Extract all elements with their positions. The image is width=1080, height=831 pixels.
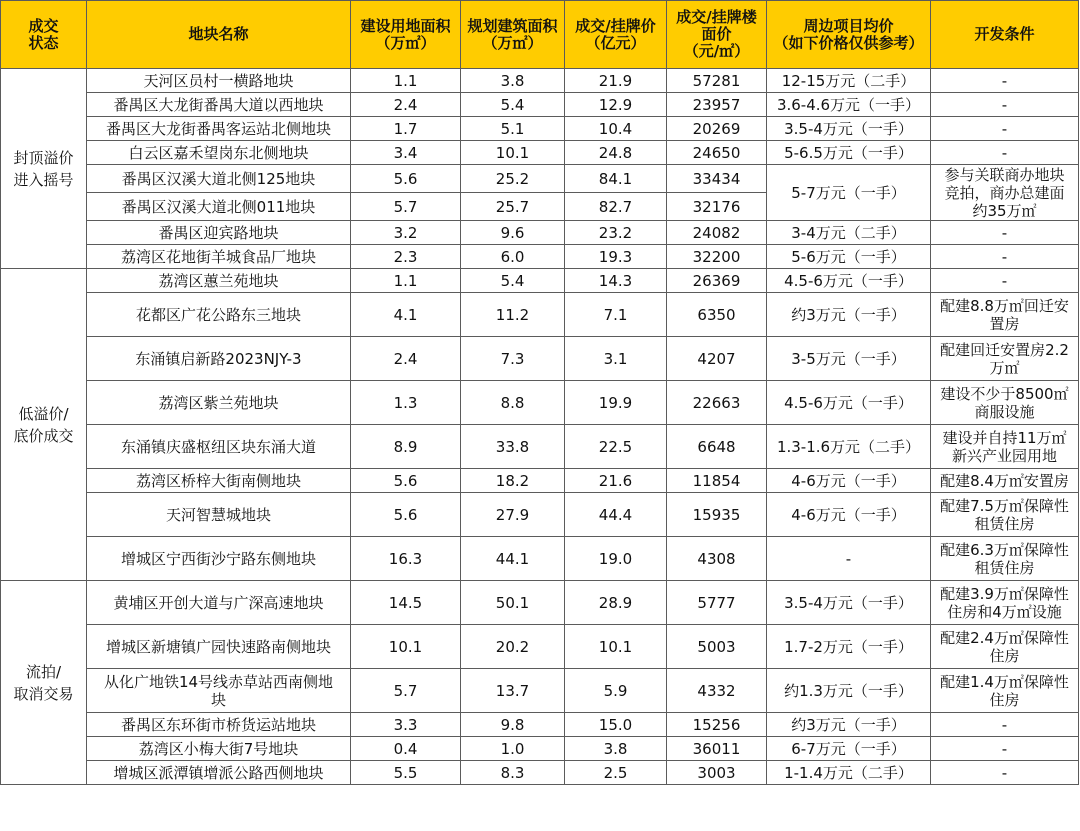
- table-row: [1, 581, 1079, 625]
- price: 21.9: [565, 69, 667, 93]
- price: 14.3: [565, 269, 667, 293]
- nearby-price: 4-6万元（一手）: [767, 469, 931, 493]
- floor-price: 4308: [667, 537, 767, 581]
- status-cell: 流拍/ 取消交易: [1, 581, 87, 785]
- price: 24.8: [565, 141, 667, 165]
- nearby-price: 3-4万元（二手）: [767, 221, 931, 245]
- conditions: -: [931, 141, 1079, 165]
- build-area: 8.8: [461, 381, 565, 425]
- nearby-price: 12-15万元（二手）: [767, 69, 931, 93]
- price: 2.5: [565, 761, 667, 785]
- plot-name: 番禺区东环街市桥货运站地块: [87, 713, 351, 737]
- build-area: 11.2: [461, 293, 565, 337]
- conditions: -: [931, 245, 1079, 269]
- table-row: [1, 117, 1079, 141]
- floor-price: 3003: [667, 761, 767, 785]
- floor-price: 5777: [667, 581, 767, 625]
- plot-name: 番禺区大龙街番禺客运站北侧地块: [87, 117, 351, 141]
- conditions: -: [931, 93, 1079, 117]
- nearby-price: 1-1.4万元（二手）: [767, 761, 931, 785]
- table-row: [1, 293, 1079, 337]
- plot-name: 番禺区汉溪大道北侧125地块: [87, 165, 351, 193]
- floor-price: 6648: [667, 425, 767, 469]
- floor-price: 20269: [667, 117, 767, 141]
- build-area: 25.2: [461, 165, 565, 193]
- table-row: [1, 337, 1079, 381]
- conditions: -: [931, 221, 1079, 245]
- price: 5.9: [565, 669, 667, 713]
- conditions: 配建3.9万㎡保障性 住房和4万㎡设施: [931, 581, 1079, 625]
- price: 82.7: [565, 193, 667, 221]
- conditions: 配建1.4万㎡保障性 住房: [931, 669, 1079, 713]
- table-row: [1, 537, 1079, 581]
- floor-price: 23957: [667, 93, 767, 117]
- land-area: 8.9: [351, 425, 461, 469]
- land-area: 14.5: [351, 581, 461, 625]
- table-row: [1, 493, 1079, 537]
- floor-price: 24082: [667, 221, 767, 245]
- nearby-price: 4-6万元（一手）: [767, 493, 931, 537]
- conditions: 配建7.5万㎡保障性 租赁住房: [931, 493, 1079, 537]
- price: 19.9: [565, 381, 667, 425]
- price: 21.6: [565, 469, 667, 493]
- price: 15.0: [565, 713, 667, 737]
- nearby-price: 约1.3万元（一手）: [767, 669, 931, 713]
- table-row: [1, 381, 1079, 425]
- land-area: 10.1: [351, 625, 461, 669]
- plot-name: 黄埔区开创大道与广深高速地块: [87, 581, 351, 625]
- nearby-price: 1.3-1.6万元（二手）: [767, 425, 931, 469]
- conditions: -: [931, 269, 1079, 293]
- table-row: [1, 69, 1079, 93]
- plot-name: 从化广地铁14号线赤草站西南侧地 块: [87, 669, 351, 713]
- header-build-area: 规划建筑面积 （万㎡）: [461, 1, 565, 69]
- plot-name: 白云区嘉禾望岗东北侧地块: [87, 141, 351, 165]
- land-area: 1.3: [351, 381, 461, 425]
- build-area: 20.2: [461, 625, 565, 669]
- floor-price: 15256: [667, 713, 767, 737]
- floor-price: 24650: [667, 141, 767, 165]
- land-area: 2.4: [351, 93, 461, 117]
- nearby-price: 3-5万元（一手）: [767, 337, 931, 381]
- header-conditions: 开发条件: [931, 1, 1079, 69]
- header-row: [1, 1, 1079, 69]
- floor-price: 4207: [667, 337, 767, 381]
- plot-name: 荔湾区桥梓大街南侧地块: [87, 469, 351, 493]
- table-row: [1, 221, 1079, 245]
- land-area: 2.4: [351, 337, 461, 381]
- conditions: 配建回迁安置房2.2 万㎡: [931, 337, 1079, 381]
- price: 84.1: [565, 165, 667, 193]
- nearby-price: 1.7-2万元（一手）: [767, 625, 931, 669]
- price: 10.1: [565, 625, 667, 669]
- floor-price: 5003: [667, 625, 767, 669]
- build-area: 5.1: [461, 117, 565, 141]
- nearby-price: 3.5-4万元（一手）: [767, 581, 931, 625]
- land-area: 3.3: [351, 713, 461, 737]
- table-row: [1, 425, 1079, 469]
- plot-name: 东涌镇庆盛枢纽区块东涌大道: [87, 425, 351, 469]
- conditions: 配建8.4万㎡安置房: [931, 469, 1079, 493]
- build-area: 9.6: [461, 221, 565, 245]
- land-area: 4.1: [351, 293, 461, 337]
- plot-name: 增城区派潭镇增派公路西侧地块: [87, 761, 351, 785]
- conditions: 建设并自持11万㎡ 新兴产业园用地: [931, 425, 1079, 469]
- conditions: -: [931, 737, 1079, 761]
- table-row: [1, 165, 1079, 193]
- land-area: 3.4: [351, 141, 461, 165]
- table-row: [1, 93, 1079, 117]
- header-nearby-price: 周边项目均价 （如下价格仅供参考）: [767, 1, 931, 69]
- build-area: 9.8: [461, 713, 565, 737]
- nearby-price: 4.5-6万元（一手）: [767, 269, 931, 293]
- build-area: 1.0: [461, 737, 565, 761]
- land-area: 2.3: [351, 245, 461, 269]
- price: 12.9: [565, 93, 667, 117]
- conditions: 配建8.8万㎡回迁安 置房: [931, 293, 1079, 337]
- conditions: 建设不少于8500㎡ 商服设施: [931, 381, 1079, 425]
- land-area: 1.1: [351, 69, 461, 93]
- price: 19.0: [565, 537, 667, 581]
- plot-name: 天河区员村一横路地块: [87, 69, 351, 93]
- land-area: 5.6: [351, 165, 461, 193]
- plot-name: 番禺区迎宾路地块: [87, 221, 351, 245]
- price: 3.8: [565, 737, 667, 761]
- build-area: 25.7: [461, 193, 565, 221]
- floor-price: 15935: [667, 493, 767, 537]
- plot-name: 增城区新塘镇广园快速路南侧地块: [87, 625, 351, 669]
- price: 7.1: [565, 293, 667, 337]
- build-area: 7.3: [461, 337, 565, 381]
- floor-price: 57281: [667, 69, 767, 93]
- floor-price: 32176: [667, 193, 767, 221]
- header-land-area: 建设用地面积 （万㎡）: [351, 1, 461, 69]
- header-status: 成交 状态: [1, 1, 87, 69]
- land-area: 3.2: [351, 221, 461, 245]
- conditions: -: [931, 761, 1079, 785]
- floor-price: 26369: [667, 269, 767, 293]
- nearby-price: -: [767, 537, 931, 581]
- conditions: 参与关联商办地块 竞拍，商办总建面 约35万㎡: [931, 165, 1079, 221]
- header-price: 成交/挂牌价 （亿元）: [565, 1, 667, 69]
- floor-price: 22663: [667, 381, 767, 425]
- floor-price: 6350: [667, 293, 767, 337]
- build-area: 6.0: [461, 245, 565, 269]
- land-area: 1.1: [351, 269, 461, 293]
- conditions: -: [931, 69, 1079, 93]
- price: 19.3: [565, 245, 667, 269]
- table-row: [1, 713, 1079, 737]
- land-area: 1.7: [351, 117, 461, 141]
- plot-name: 番禺区汉溪大道北侧011地块: [87, 193, 351, 221]
- price: 3.1: [565, 337, 667, 381]
- plot-name: 花都区广花公路东三地块: [87, 293, 351, 337]
- price: 28.9: [565, 581, 667, 625]
- land-area: 5.7: [351, 193, 461, 221]
- nearby-price: 4.5-6万元（一手）: [767, 381, 931, 425]
- build-area: 50.1: [461, 581, 565, 625]
- build-area: 10.1: [461, 141, 565, 165]
- table-row: [1, 669, 1079, 713]
- nearby-price: 6-7万元（一手）: [767, 737, 931, 761]
- plot-name: 天河智慧城地块: [87, 493, 351, 537]
- conditions: 配建2.4万㎡保障性 住房: [931, 625, 1079, 669]
- status-cell: 封顶溢价 进入摇号: [1, 69, 87, 269]
- plot-name: 东涌镇启新路2023NJY-3: [87, 337, 351, 381]
- plot-name: 增城区宁西街沙宁路东侧地块: [87, 537, 351, 581]
- build-area: 13.7: [461, 669, 565, 713]
- price: 10.4: [565, 117, 667, 141]
- header-floor-price: 成交/挂牌楼 面价 （元/㎡）: [667, 1, 767, 69]
- land-area: 5.5: [351, 761, 461, 785]
- plot-name: 荔湾区小梅大街7号地块: [87, 737, 351, 761]
- table-row: [1, 761, 1079, 785]
- conditions: 配建6.3万㎡保障性 租赁住房: [931, 537, 1079, 581]
- nearby-price: 5-6.5万元（一手）: [767, 141, 931, 165]
- land-area: 5.6: [351, 469, 461, 493]
- table-row: [1, 245, 1079, 269]
- build-area: 5.4: [461, 269, 565, 293]
- land-area: 16.3: [351, 537, 461, 581]
- floor-price: 36011: [667, 737, 767, 761]
- header-name: 地块名称: [87, 1, 351, 69]
- plot-name: 荔湾区蕙兰苑地块: [87, 269, 351, 293]
- table-row: [1, 737, 1079, 761]
- nearby-price: 约3万元（一手）: [767, 713, 931, 737]
- nearby-price: 约3万元（一手）: [767, 293, 931, 337]
- floor-price: 33434: [667, 165, 767, 193]
- build-area: 18.2: [461, 469, 565, 493]
- plot-name: 荔湾区紫兰苑地块: [87, 381, 351, 425]
- build-area: 27.9: [461, 493, 565, 537]
- nearby-price: 3.5-4万元（一手）: [767, 117, 931, 141]
- land-area: 5.6: [351, 493, 461, 537]
- table-row: [1, 625, 1079, 669]
- status-cell: 低溢价/ 底价成交: [1, 269, 87, 581]
- build-area: 8.3: [461, 761, 565, 785]
- nearby-price: 5-7万元（一手）: [767, 165, 931, 221]
- conditions: -: [931, 713, 1079, 737]
- build-area: 5.4: [461, 93, 565, 117]
- table-row: [1, 269, 1079, 293]
- floor-price: 4332: [667, 669, 767, 713]
- build-area: 3.8: [461, 69, 565, 93]
- table-row: [1, 469, 1079, 493]
- plot-name: 番禺区大龙街番禺大道以西地块: [87, 93, 351, 117]
- floor-price: 11854: [667, 469, 767, 493]
- land-area: 5.7: [351, 669, 461, 713]
- plot-name: 荔湾区花地街羊城食品厂地块: [87, 245, 351, 269]
- build-area: 33.8: [461, 425, 565, 469]
- price: 22.5: [565, 425, 667, 469]
- price: 44.4: [565, 493, 667, 537]
- land-area: 0.4: [351, 737, 461, 761]
- nearby-price: 5-6万元（一手）: [767, 245, 931, 269]
- build-area: 44.1: [461, 537, 565, 581]
- price: 23.2: [565, 221, 667, 245]
- conditions: -: [931, 117, 1079, 141]
- nearby-price: 3.6-4.6万元（一手）: [767, 93, 931, 117]
- floor-price: 32200: [667, 245, 767, 269]
- table-row: [1, 141, 1079, 165]
